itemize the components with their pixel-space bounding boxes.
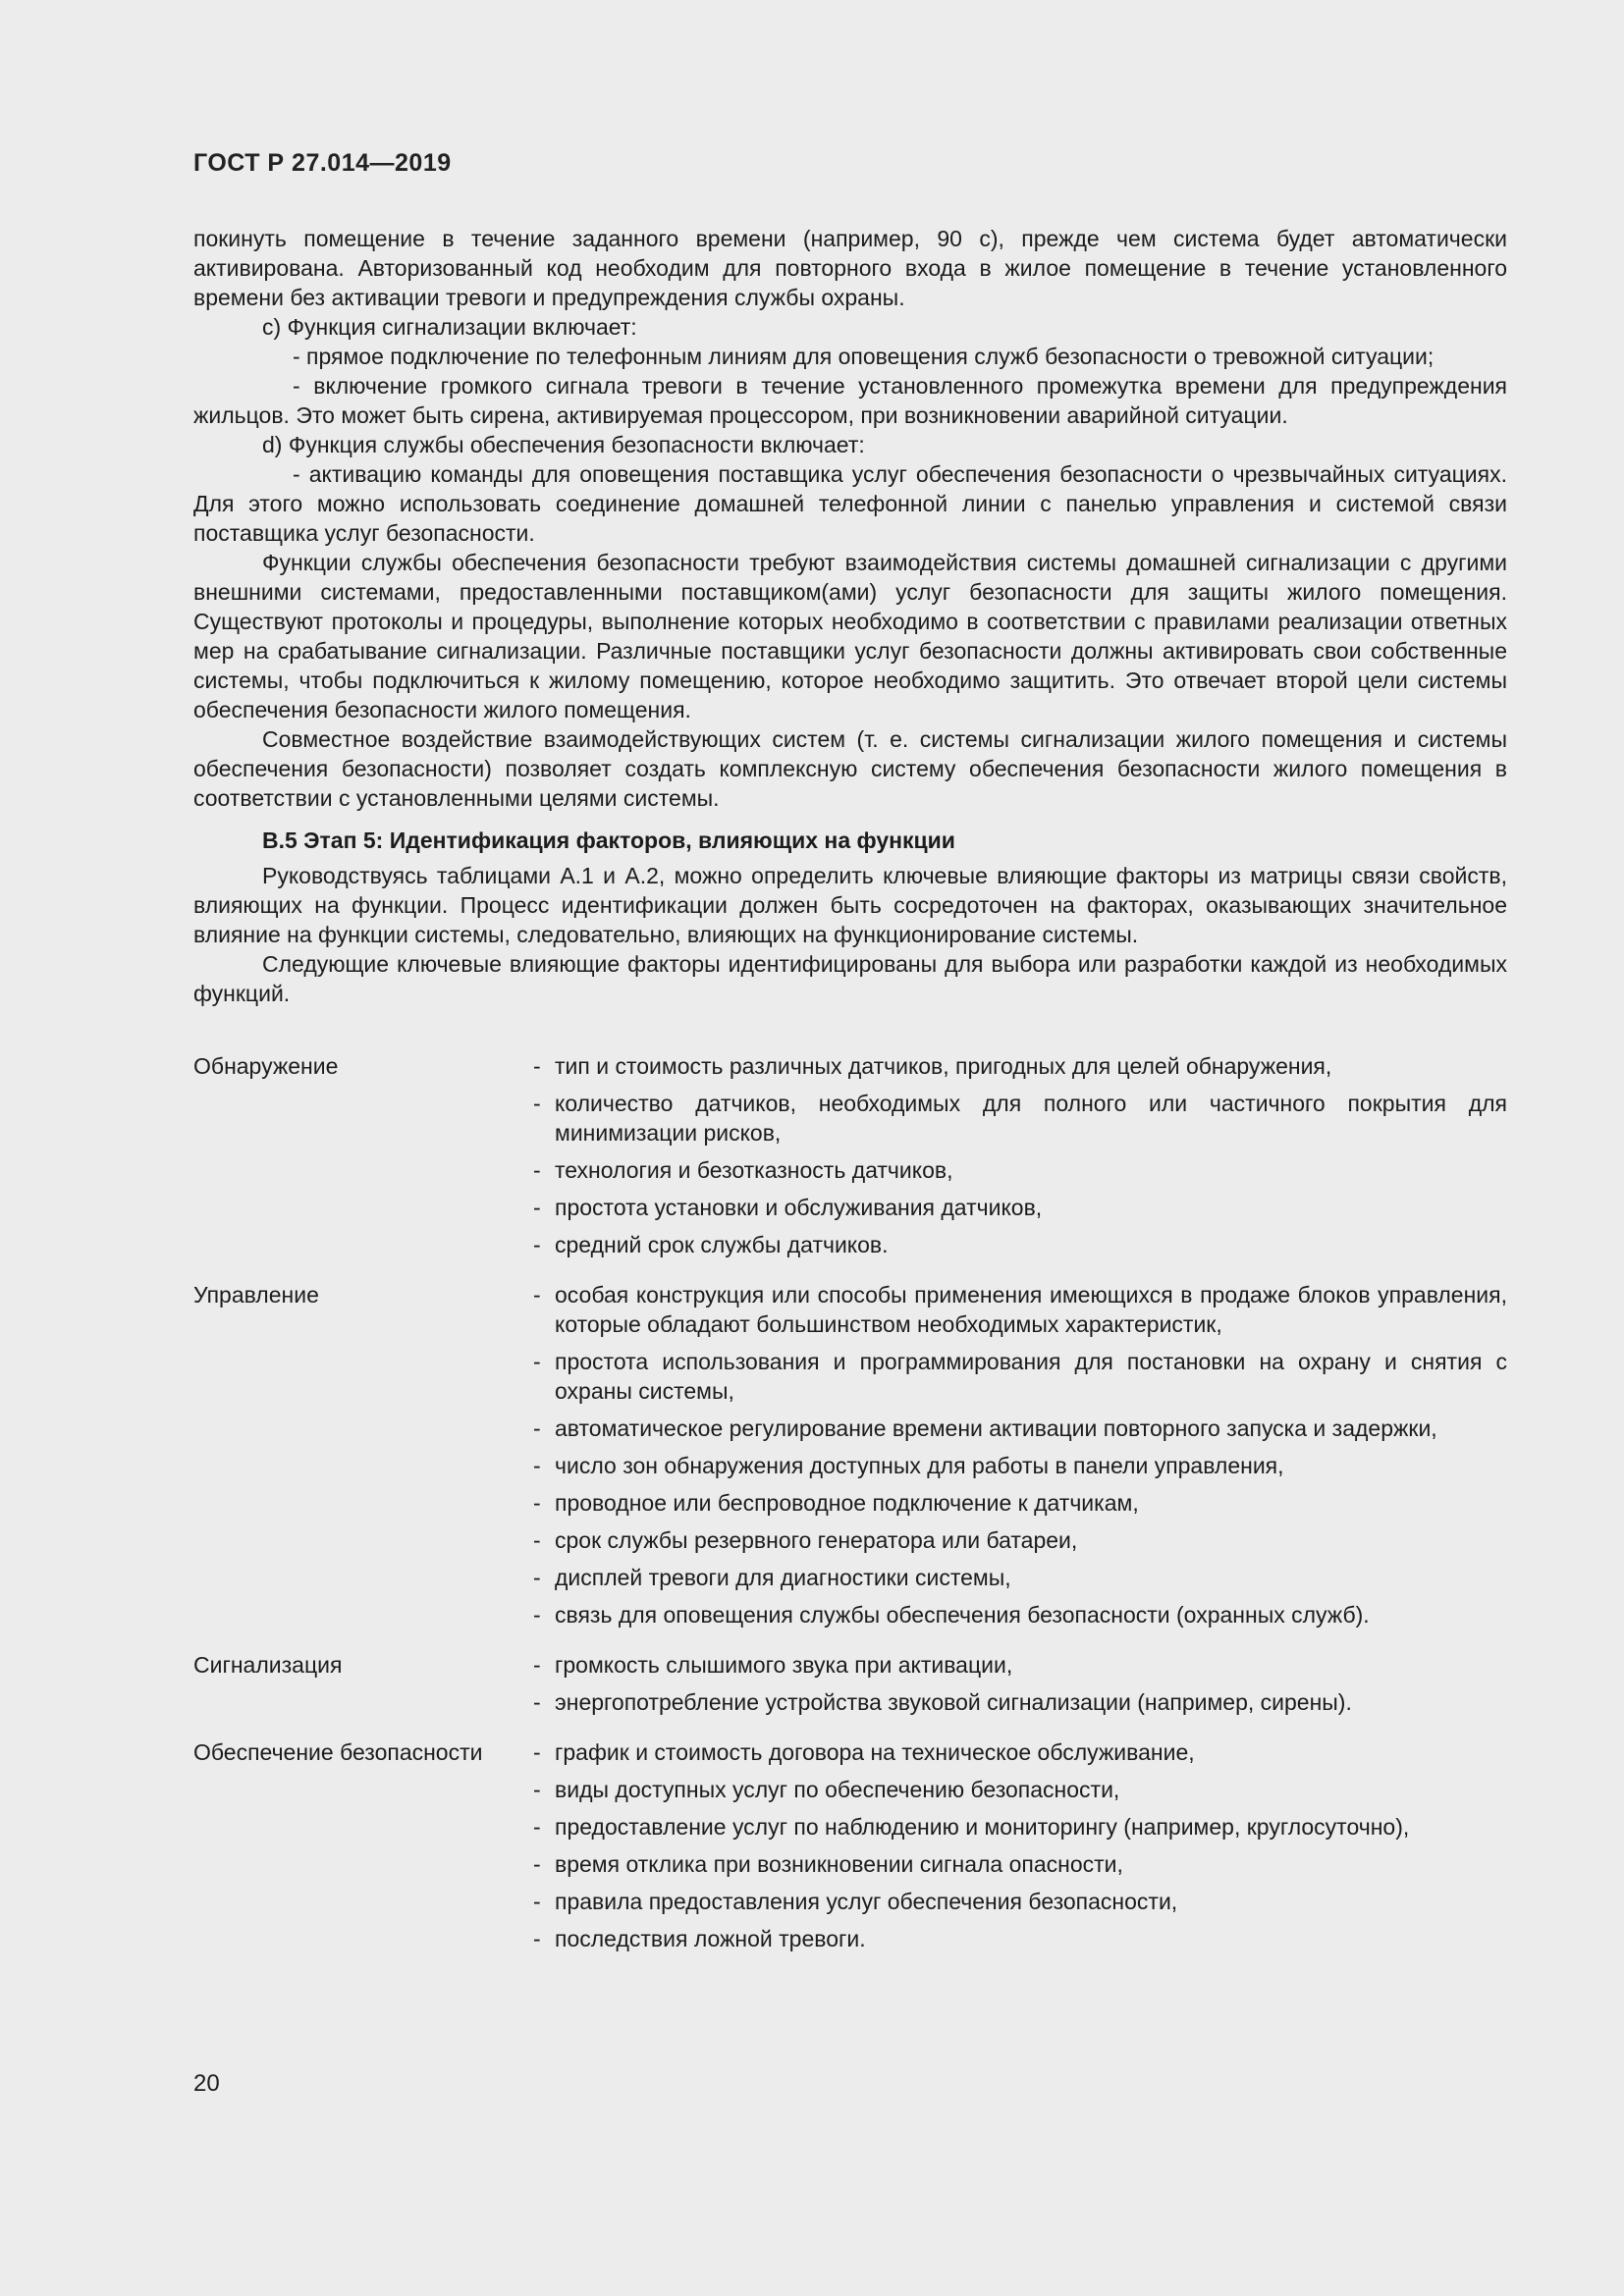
factor-group-label: Сигнализация bbox=[193, 1652, 343, 1678]
paragraph: - активацию команды для оповещения поставщика услуг обеспечения безопасности о чрезвычайных ситуациях. Для этого можно использовать соединение домашней телефонной линии с панелью управления и системой связи поставщика услуг безопасности. bbox=[193, 461, 1507, 546]
factor-item: - тип и стоимость различных датчиков, пригодных для целей обнаружения, bbox=[533, 1051, 1507, 1081]
factor-group bbox=[193, 1051, 1507, 1267]
body-text bbox=[193, 224, 1507, 1008]
factor-item: - виды доступных услуг по обеспечению безопасности, bbox=[533, 1775, 1507, 1804]
factor-item: - особая конструкция или способы применения имеющихся в продаже блоков управления, которые обладают большинством необходимых характеристик, bbox=[533, 1280, 1507, 1339]
factor-item: - энергопотребление устройства звуковой сигнализации (например, сирены). bbox=[533, 1687, 1507, 1717]
factor-items bbox=[533, 1051, 1507, 1267]
factor-group bbox=[193, 1280, 1507, 1637]
document-code: ГОСТ Р 27.014—2019 bbox=[193, 149, 452, 177]
section-heading: B.5 Этап 5: Идентификация факторов, влияющих на функции bbox=[262, 828, 955, 853]
page-number: 20 bbox=[193, 2070, 220, 2097]
factor-items bbox=[533, 1280, 1507, 1637]
factor-item: - дисплей тревоги для диагностики системы, bbox=[533, 1563, 1507, 1592]
factor-item: - время отклика при возникновении сигнала опасности, bbox=[533, 1849, 1507, 1879]
factor-group bbox=[193, 1650, 1507, 1725]
paragraph: Функции службы обеспечения безопасности требуют взаимодействия системы домашней сигнализации с другими внешними системами, предоставленными поставщиком(ами) услуг безопасности для защиты жилого помещения. Существуют протоколы и процедуры, выполнение которых необходимо в соответствии с правилами реализации ответных мер на срабатывание сигнализации. Различные поставщики услуг безопасности должны активировать свои собственные системы, чтобы подключиться к жилому помещению, которое необходимо защитить. Это отвечает второй цели системы обеспечения безопасности жилого помещения. bbox=[193, 550, 1507, 722]
factor-item: - проводное или беспроводное подключение к датчикам, bbox=[533, 1488, 1507, 1518]
paragraph: Следующие ключевые влияющие факторы идентифицированы для выбора или разработки каждой из необходимых функций. bbox=[193, 951, 1507, 1006]
factor-group-label: Обеспечение безопасности bbox=[193, 1739, 483, 1765]
factor-group-label: Управление bbox=[193, 1282, 319, 1308]
factor-item: - правила предоставления услуг обеспечения безопасности, bbox=[533, 1887, 1507, 1916]
factor-item: - последствия ложной тревоги. bbox=[533, 1924, 1507, 1953]
factor-item: - количество датчиков, необходимых для полного или частичного покрытия для минимизации рисков, bbox=[533, 1089, 1507, 1148]
factor-item: - средний срок службы датчиков. bbox=[533, 1230, 1507, 1259]
factor-item: - предоставление услуг по наблюдению и мониторингу (например, круглосуточно), bbox=[533, 1812, 1507, 1842]
factor-items bbox=[533, 1737, 1507, 1961]
factor-item: - технология и безотказность датчиков, bbox=[533, 1155, 1507, 1185]
factor-items bbox=[533, 1650, 1507, 1725]
factor-group-label: Обнаружение bbox=[193, 1053, 339, 1079]
paragraph: Руководствуясь таблицами А.1 и А.2, можно определить ключевые влияющие факторы из матрицы связи свойств, влияющих на функции. Процесс идентификации должен быть сосредоточен на факторах, оказывающих значительное влияние на функции системы, следовательно, влияющих на функционирование системы. bbox=[193, 863, 1507, 947]
paragraph: d) Функция службы обеспечения безопасности включает: bbox=[262, 432, 865, 457]
factor-group bbox=[193, 1737, 1507, 1961]
factor-item: - срок службы резервного генератора или батареи, bbox=[533, 1525, 1507, 1555]
paragraph: покинуть помещение в течение заданного времени (например, 90 с), прежде чем система будет автоматически активирована. Авторизованный код необходим для повторного входа в жилое помещение в течение установленного времени без активации тревоги и предупреждения службы охраны. bbox=[193, 226, 1507, 310]
paragraph: Совместное воздействие взаимодействующих систем (т. е. системы сигнализации жилого помещения и системы обеспечения безопасности) позволяет создать комплексную систему обеспечения безопасности жилого помещения в соответствии с установленными целями системы. bbox=[193, 726, 1507, 811]
factor-item: - громкость слышимого звука при активации, bbox=[533, 1650, 1507, 1680]
factor-item: - простота установки и обслуживания датчиков, bbox=[533, 1193, 1507, 1222]
main-content bbox=[193, 224, 1507, 1974]
factor-item: - график и стоимость договора на техническое обслуживание, bbox=[533, 1737, 1507, 1767]
factor-item: - число зон обнаружения доступных для работы в панели управления, bbox=[533, 1451, 1507, 1480]
factor-list bbox=[193, 1051, 1507, 1961]
factor-item: - связь для оповещения службы обеспечения безопасности (охранных служб). bbox=[533, 1600, 1507, 1629]
factor-item: - простота использования и программирования для постановки на охрану и снятия с охраны системы, bbox=[533, 1347, 1507, 1406]
paragraph: - прямое подключение по телефонным линиям для оповещения служб безопасности о тревожной ситуации; bbox=[293, 344, 1435, 369]
paragraph: c) Функция сигнализации включает: bbox=[262, 314, 637, 340]
paragraph: - включение громкого сигнала тревоги в течение установленного промежутка времени для предупреждения жильцов. Это может быть сирена, активируемая процессором, при возникновении аварийной ситуации. bbox=[193, 373, 1507, 428]
factor-item: - автоматическое регулирование времени активации повторного запуска и задержки, bbox=[533, 1414, 1507, 1443]
